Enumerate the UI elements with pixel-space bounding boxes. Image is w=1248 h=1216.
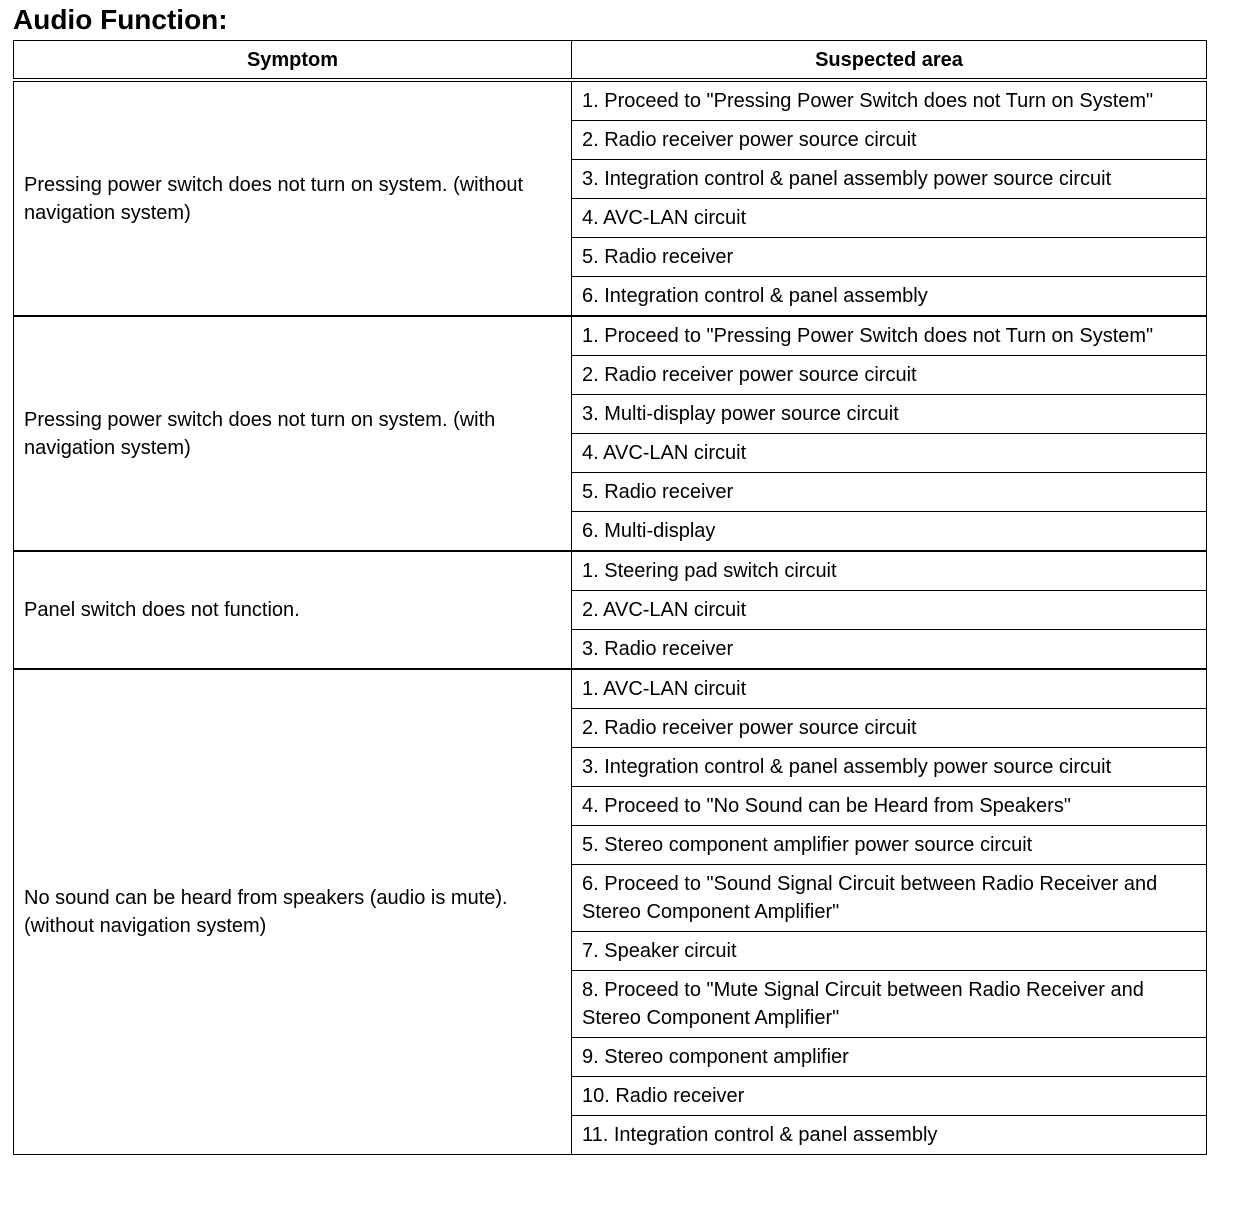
suspected-area-cell: 6. Integration control & panel assembly xyxy=(572,277,1207,317)
symptom-table xyxy=(13,40,1207,1155)
suspected-area-cell: 4. Proceed to "No Sound can be Heard from Speakers" xyxy=(572,787,1207,826)
suspected-area-cell: 2. Radio receiver power source circuit xyxy=(572,356,1207,395)
suspected-area-cell: 11. Integration control & panel assembly xyxy=(572,1116,1207,1155)
suspected-area-cell: 3. Integration control & panel assembly power source circuit xyxy=(572,748,1207,787)
symptom-cell: Panel switch does not function. xyxy=(14,551,572,669)
suspected-area-cell: 9. Stereo component amplifier xyxy=(572,1038,1207,1077)
suspected-area-cell: 4. AVC-LAN circuit xyxy=(572,199,1207,238)
table-row xyxy=(14,316,1207,356)
suspected-area-cell: 5. Radio receiver xyxy=(572,238,1207,277)
symptom-cell: Pressing power switch does not turn on system. (without navigation system) xyxy=(14,80,572,316)
symptom-cell: Pressing power switch does not turn on system. (with navigation system) xyxy=(14,316,572,551)
suspected-area-cell: 2. Radio receiver power source circuit xyxy=(572,709,1207,748)
suspected-area-cell: 10. Radio receiver xyxy=(572,1077,1207,1116)
suspected-area-cell: 5. Radio receiver xyxy=(572,473,1207,512)
suspected-area-cell: 1. Proceed to "Pressing Power Switch does not Turn on System" xyxy=(572,80,1207,121)
suspected-area-cell: 8. Proceed to "Mute Signal Circuit between Radio Receiver and Stereo Component Amplifier" xyxy=(572,971,1207,1038)
suspected-area-cell: 6. Proceed to "Sound Signal Circuit between Radio Receiver and Stereo Component Amplifier" xyxy=(572,865,1207,932)
suspected-area-cell: 3. Radio receiver xyxy=(572,630,1207,670)
suspected-area-cell: 1. AVC-LAN circuit xyxy=(572,669,1207,709)
table-row xyxy=(14,551,1207,591)
table-row xyxy=(14,669,1207,709)
suspected-area-cell: 1. Steering pad switch circuit xyxy=(572,551,1207,591)
page-title: Audio Function: xyxy=(13,4,228,35)
suspected-area-cell: 3. Integration control & panel assembly power source circuit xyxy=(572,160,1207,199)
table-header-row xyxy=(14,41,1207,81)
header-suspected-area: Suspected area xyxy=(572,41,1207,81)
suspected-area-cell: 6. Multi-display xyxy=(572,512,1207,552)
suspected-area-cell: 1. Proceed to "Pressing Power Switch does not Turn on System" xyxy=(572,316,1207,356)
suspected-area-cell: 5. Stereo component amplifier power source circuit xyxy=(572,826,1207,865)
suspected-area-cell: 4. AVC-LAN circuit xyxy=(572,434,1207,473)
symptom-cell: No sound can be heard from speakers (audio is mute). (without navigation system) xyxy=(14,669,572,1155)
suspected-area-cell: 2. AVC-LAN circuit xyxy=(572,591,1207,630)
header-symptom: Symptom xyxy=(14,41,572,81)
suspected-area-cell: 3. Multi-display power source circuit xyxy=(572,395,1207,434)
table-row xyxy=(14,80,1207,121)
suspected-area-cell: 7. Speaker circuit xyxy=(572,932,1207,971)
suspected-area-cell: 2. Radio receiver power source circuit xyxy=(572,121,1207,160)
